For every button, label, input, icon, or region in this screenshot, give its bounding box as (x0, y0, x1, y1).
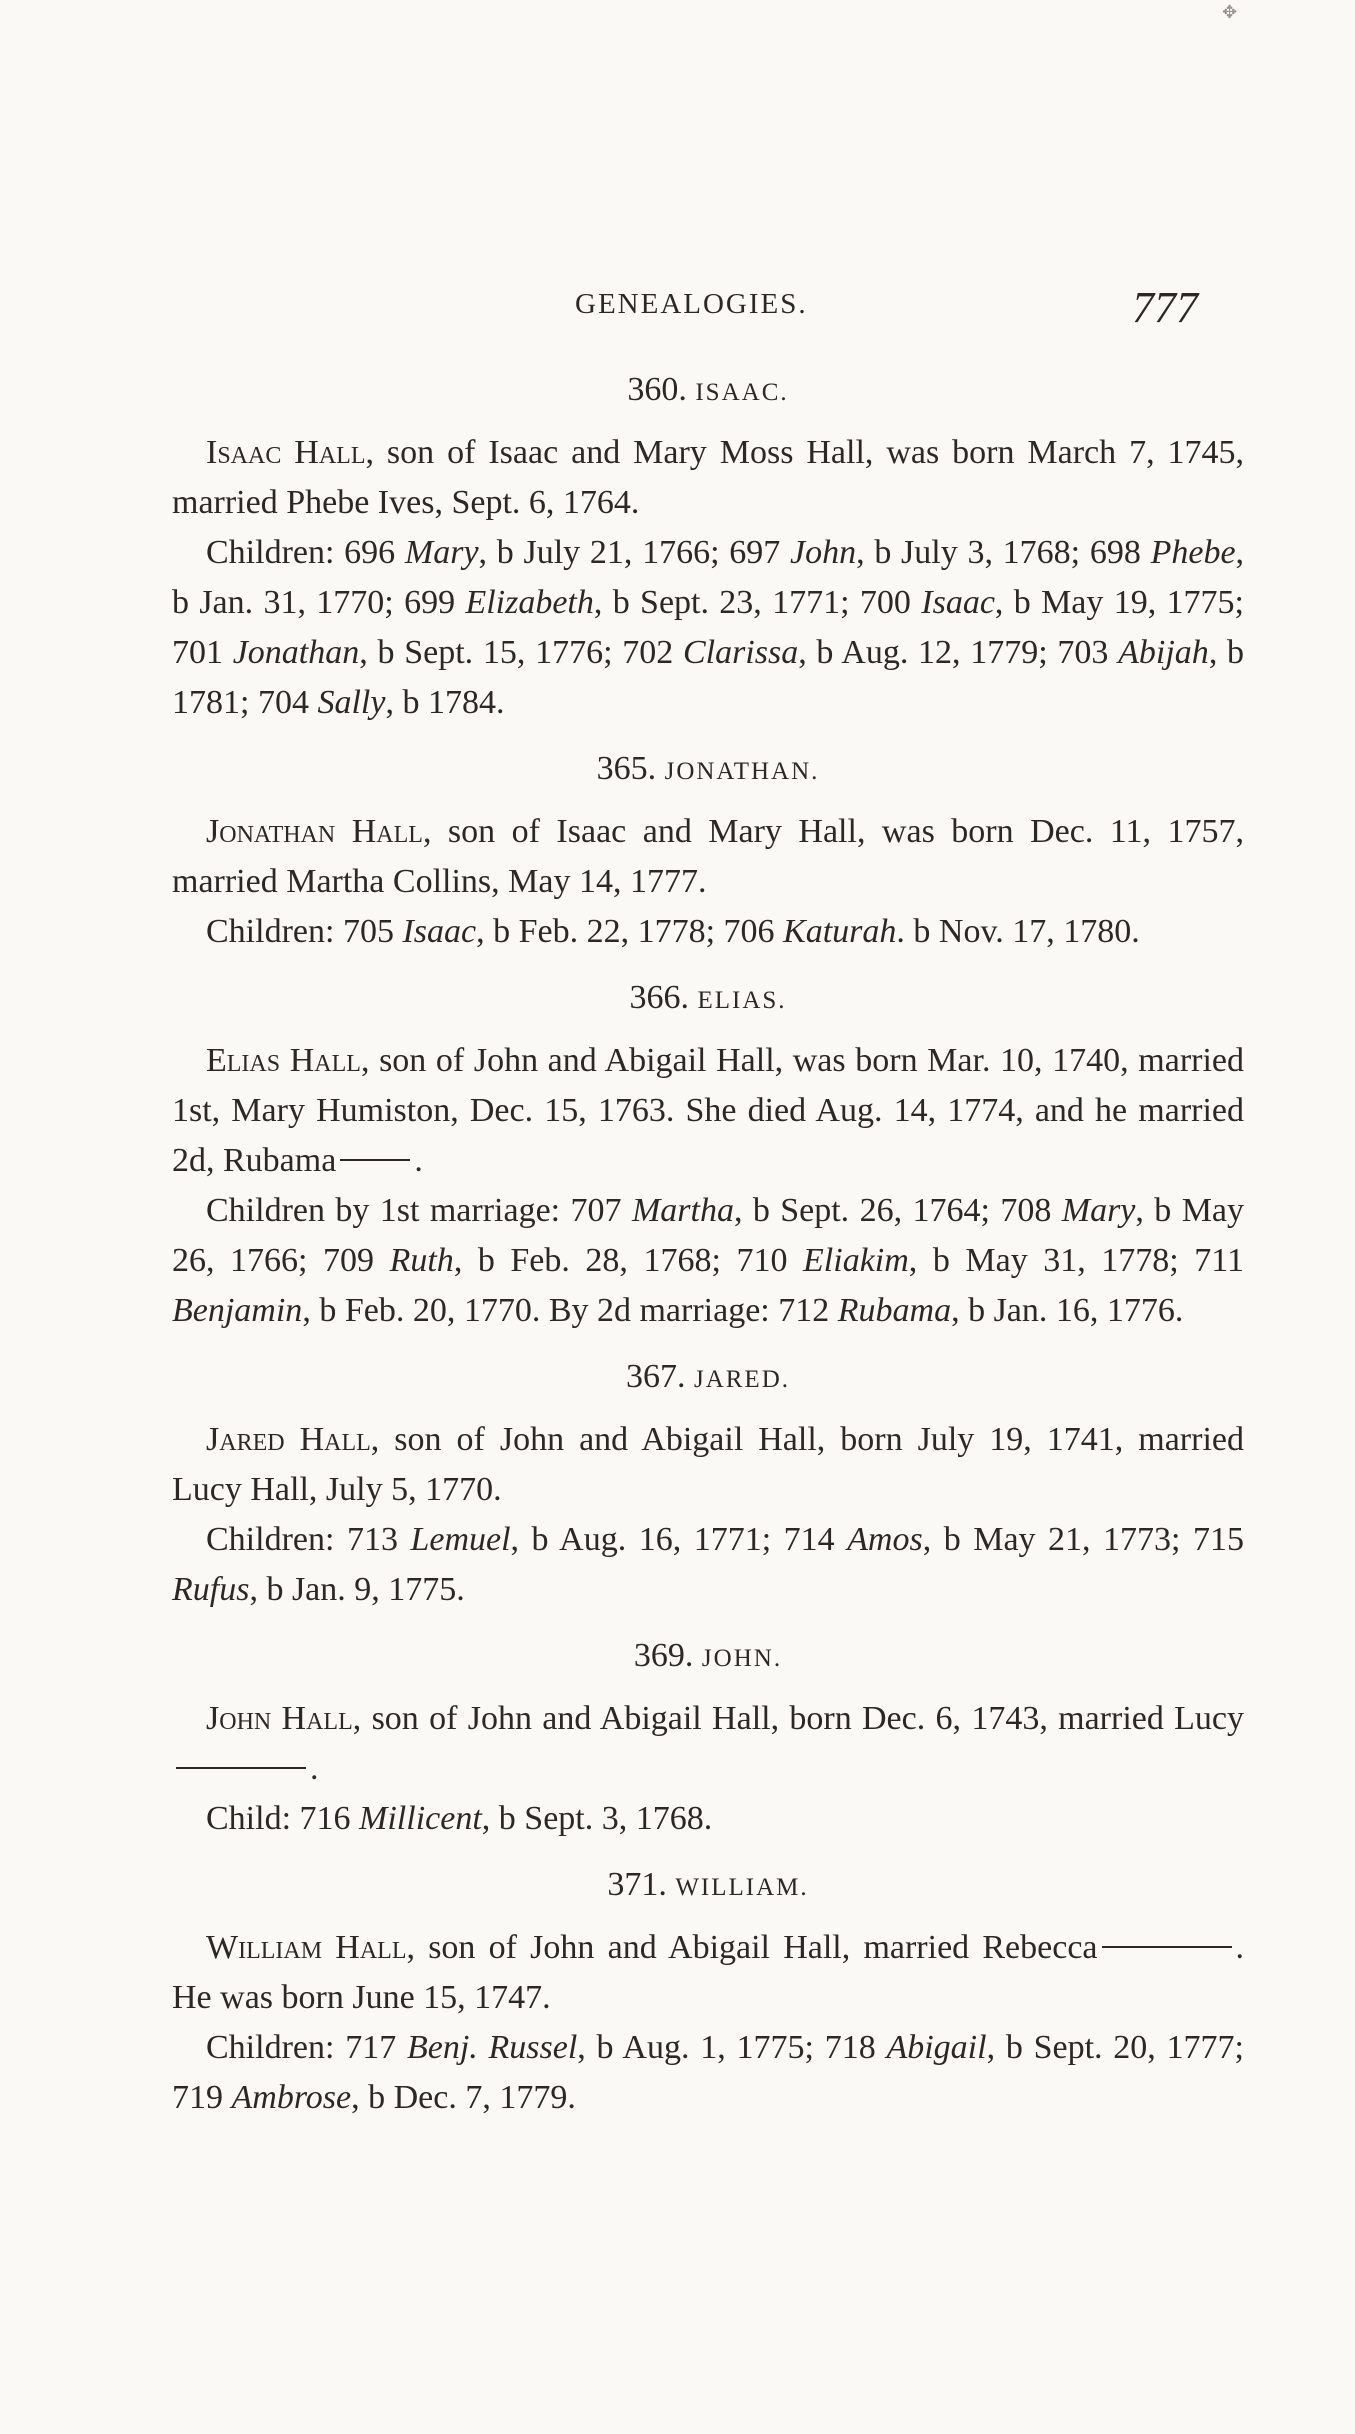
person-surname: Hall (351, 813, 423, 850)
entry-title: JONATHAN. (664, 758, 820, 785)
person-first-name: Isaac (206, 434, 282, 471)
person-first-name: William (206, 1929, 323, 1966)
entry-number: 371. (607, 1866, 667, 1903)
children-label: Children: (206, 913, 335, 950)
blank-dash (176, 1767, 306, 1769)
entry-biography: Jared Hall, son of John and Abigail Hall, born July 19, 1741, married Lucy Hall, July 5, 1770. (172, 1421, 1244, 1508)
entry-title: ISAAC. (695, 379, 789, 406)
entry-biography: Isaac Hall, son of Isaac and Mary Moss Hall, was born March 7, 1745, married Phebe Ives, Sept. 6, 1764. (172, 434, 1245, 521)
child-name: Benj. Russel (406, 2029, 578, 2066)
entry-title: JOHN. (701, 1645, 783, 1672)
entry-biography: Jonathan Hall, son of Isaac and Mary Hall, was born Dec. 11, 1757, married Martha Collins, May 14, 1777. (172, 813, 1245, 900)
child-name: Rufus (172, 1571, 250, 1608)
child-name: Phebe (1150, 534, 1236, 571)
entry-heading (172, 744, 1244, 797)
entry-children: Children by 1st marriage: 707 Martha, b Sept. 26, 1764; 708 Mary, b May 26, 1766; 709 Ruth, b Feb. 28, 1768; 710 Eliakim, b May 31, 1778; 711 Benjamin, b Feb. 20, 1770. By 2d marriage: 712 Rubama, b Jan. 16, 1776. (172, 1192, 1245, 1329)
person-surname: Hall (289, 1042, 361, 1079)
person-surname: Hall (281, 1700, 353, 1737)
entry-number: 366. (629, 979, 689, 1016)
person-surname: Hall (299, 1421, 371, 1458)
page-header (180, 282, 1260, 332)
entry-children: Children: 717 Benj. Russel, b Aug. 1, 1775; 718 Abigail, b Sept. 20, 1777; 719 Ambrose, b Dec. 7, 1779. (172, 2029, 1244, 2116)
child-name: Jonathan (232, 634, 360, 671)
entry-number: 360. (627, 371, 687, 408)
children-label: Child: (206, 1800, 292, 1837)
entry-number: 365. (596, 750, 657, 787)
child-name: John (790, 534, 857, 571)
child-name: Eliakim (803, 1242, 909, 1279)
child-name: Lemuel (410, 1521, 511, 1558)
entry-title: ELIAS. (697, 987, 787, 1014)
child-name: Rubama (837, 1292, 952, 1329)
child-name: Abigail (886, 2029, 987, 2066)
children-label: Children: (206, 2029, 335, 2066)
person-surname: Hall (294, 434, 366, 471)
genealogy-entry (172, 973, 1244, 1336)
entry-heading (172, 973, 1244, 1026)
children-label: Children: (206, 1521, 335, 1558)
child-name: Mary (404, 534, 479, 571)
child-name: Ruth (389, 1242, 454, 1279)
children-label: Children: (206, 534, 335, 571)
entry-number: 367. (625, 1358, 686, 1395)
genealogy-entry (172, 1631, 1244, 1844)
child-name: Sally (317, 684, 386, 721)
entry-number: 369. (633, 1637, 694, 1674)
person-surname: Hall (335, 1929, 407, 1966)
entry-title: JARED. (693, 1366, 791, 1393)
child-name: Elizabeth (465, 584, 594, 621)
entry-biography: Elias Hall, son of John and Abigail Hall, was born Mar. 10, 1740, married 1st, Mary Humiston, Dec. 15, 1763. She died Aug. 14, 1774, and he married 2d, Rubama . (172, 1042, 1245, 1179)
blank-dash (1102, 1946, 1232, 1948)
blank-dash (340, 1159, 410, 1161)
entry-heading (172, 1352, 1244, 1405)
child-name: Katurah (783, 913, 897, 950)
genealogy-content (172, 355, 1244, 2139)
child-name: Clarissa (682, 634, 799, 671)
genealogy-entry (172, 1860, 1244, 2123)
child-name: Benjamin (172, 1292, 303, 1329)
page-number: 777 (1132, 283, 1198, 332)
genealogy-entry (172, 1352, 1244, 1615)
entry-biography: William Hall, son of John and Abigail Hall, married Rebecca . He was born June 15, 1747. (172, 1929, 1244, 2016)
person-first-name: Jared (206, 1421, 285, 1458)
entry-heading (172, 1631, 1244, 1684)
person-first-name: John (206, 1700, 272, 1737)
entry-title: WILLIAM. (675, 1874, 809, 1901)
child-name: Amos (847, 1521, 923, 1558)
entry-biography: John Hall, son of John and Abigail Hall, born Dec. 6, 1743, married Lucy. (172, 1694, 1244, 1794)
entry-heading (172, 365, 1244, 418)
person-first-name: Jonathan (206, 813, 336, 850)
child-name: Mary (1061, 1192, 1136, 1229)
entry-children: Children: 705 Isaac, b Feb. 22, 1778; 706 Katurah. b Nov. 17, 1780. (206, 913, 1140, 950)
child-name: Ambrose (231, 2079, 352, 2116)
entry-heading (172, 1860, 1244, 1913)
genealogy-entry (172, 365, 1244, 728)
child-name: Isaac (402, 913, 477, 950)
entry-children: Child: 716 Millicent, b Sept. 3, 1768. (206, 1800, 713, 1837)
child-name: Isaac (921, 584, 995, 621)
entry-children: Children: 696 Mary, b July 21, 1766; 697 John, b July 3, 1768; 698 Phebe, b Jan. 31, 1770; 699 Elizabeth, b Sept. 23, 1771; 700 Isaac, b May 19, 1775; 701 Jonathan, b Sept. 15, 1776; 702 Clarissa, b Aug. 12, 1779; 703 Abijah, b 1781; 704 Sally, b 1784. (172, 534, 1245, 721)
second-marriage-label: By 2d marriage: (548, 1292, 770, 1329)
genealogy-entry (172, 744, 1244, 957)
entry-children: Children: 713 Lemuel, b Aug. 16, 1771; 714 Amos, b May 21, 1773; 715 Rufus, b Jan. 9, 1775. (172, 1521, 1244, 1608)
child-name: Millicent (359, 1800, 482, 1837)
children-label: Children by 1st marriage: (206, 1192, 561, 1229)
ornament-mark: ✥ (1222, 2, 1238, 22)
child-name: Martha (631, 1192, 734, 1229)
child-name: Abijah (1118, 634, 1209, 671)
running-head: GENEALOGIES. (575, 288, 808, 320)
person-first-name: Elias (206, 1042, 281, 1079)
